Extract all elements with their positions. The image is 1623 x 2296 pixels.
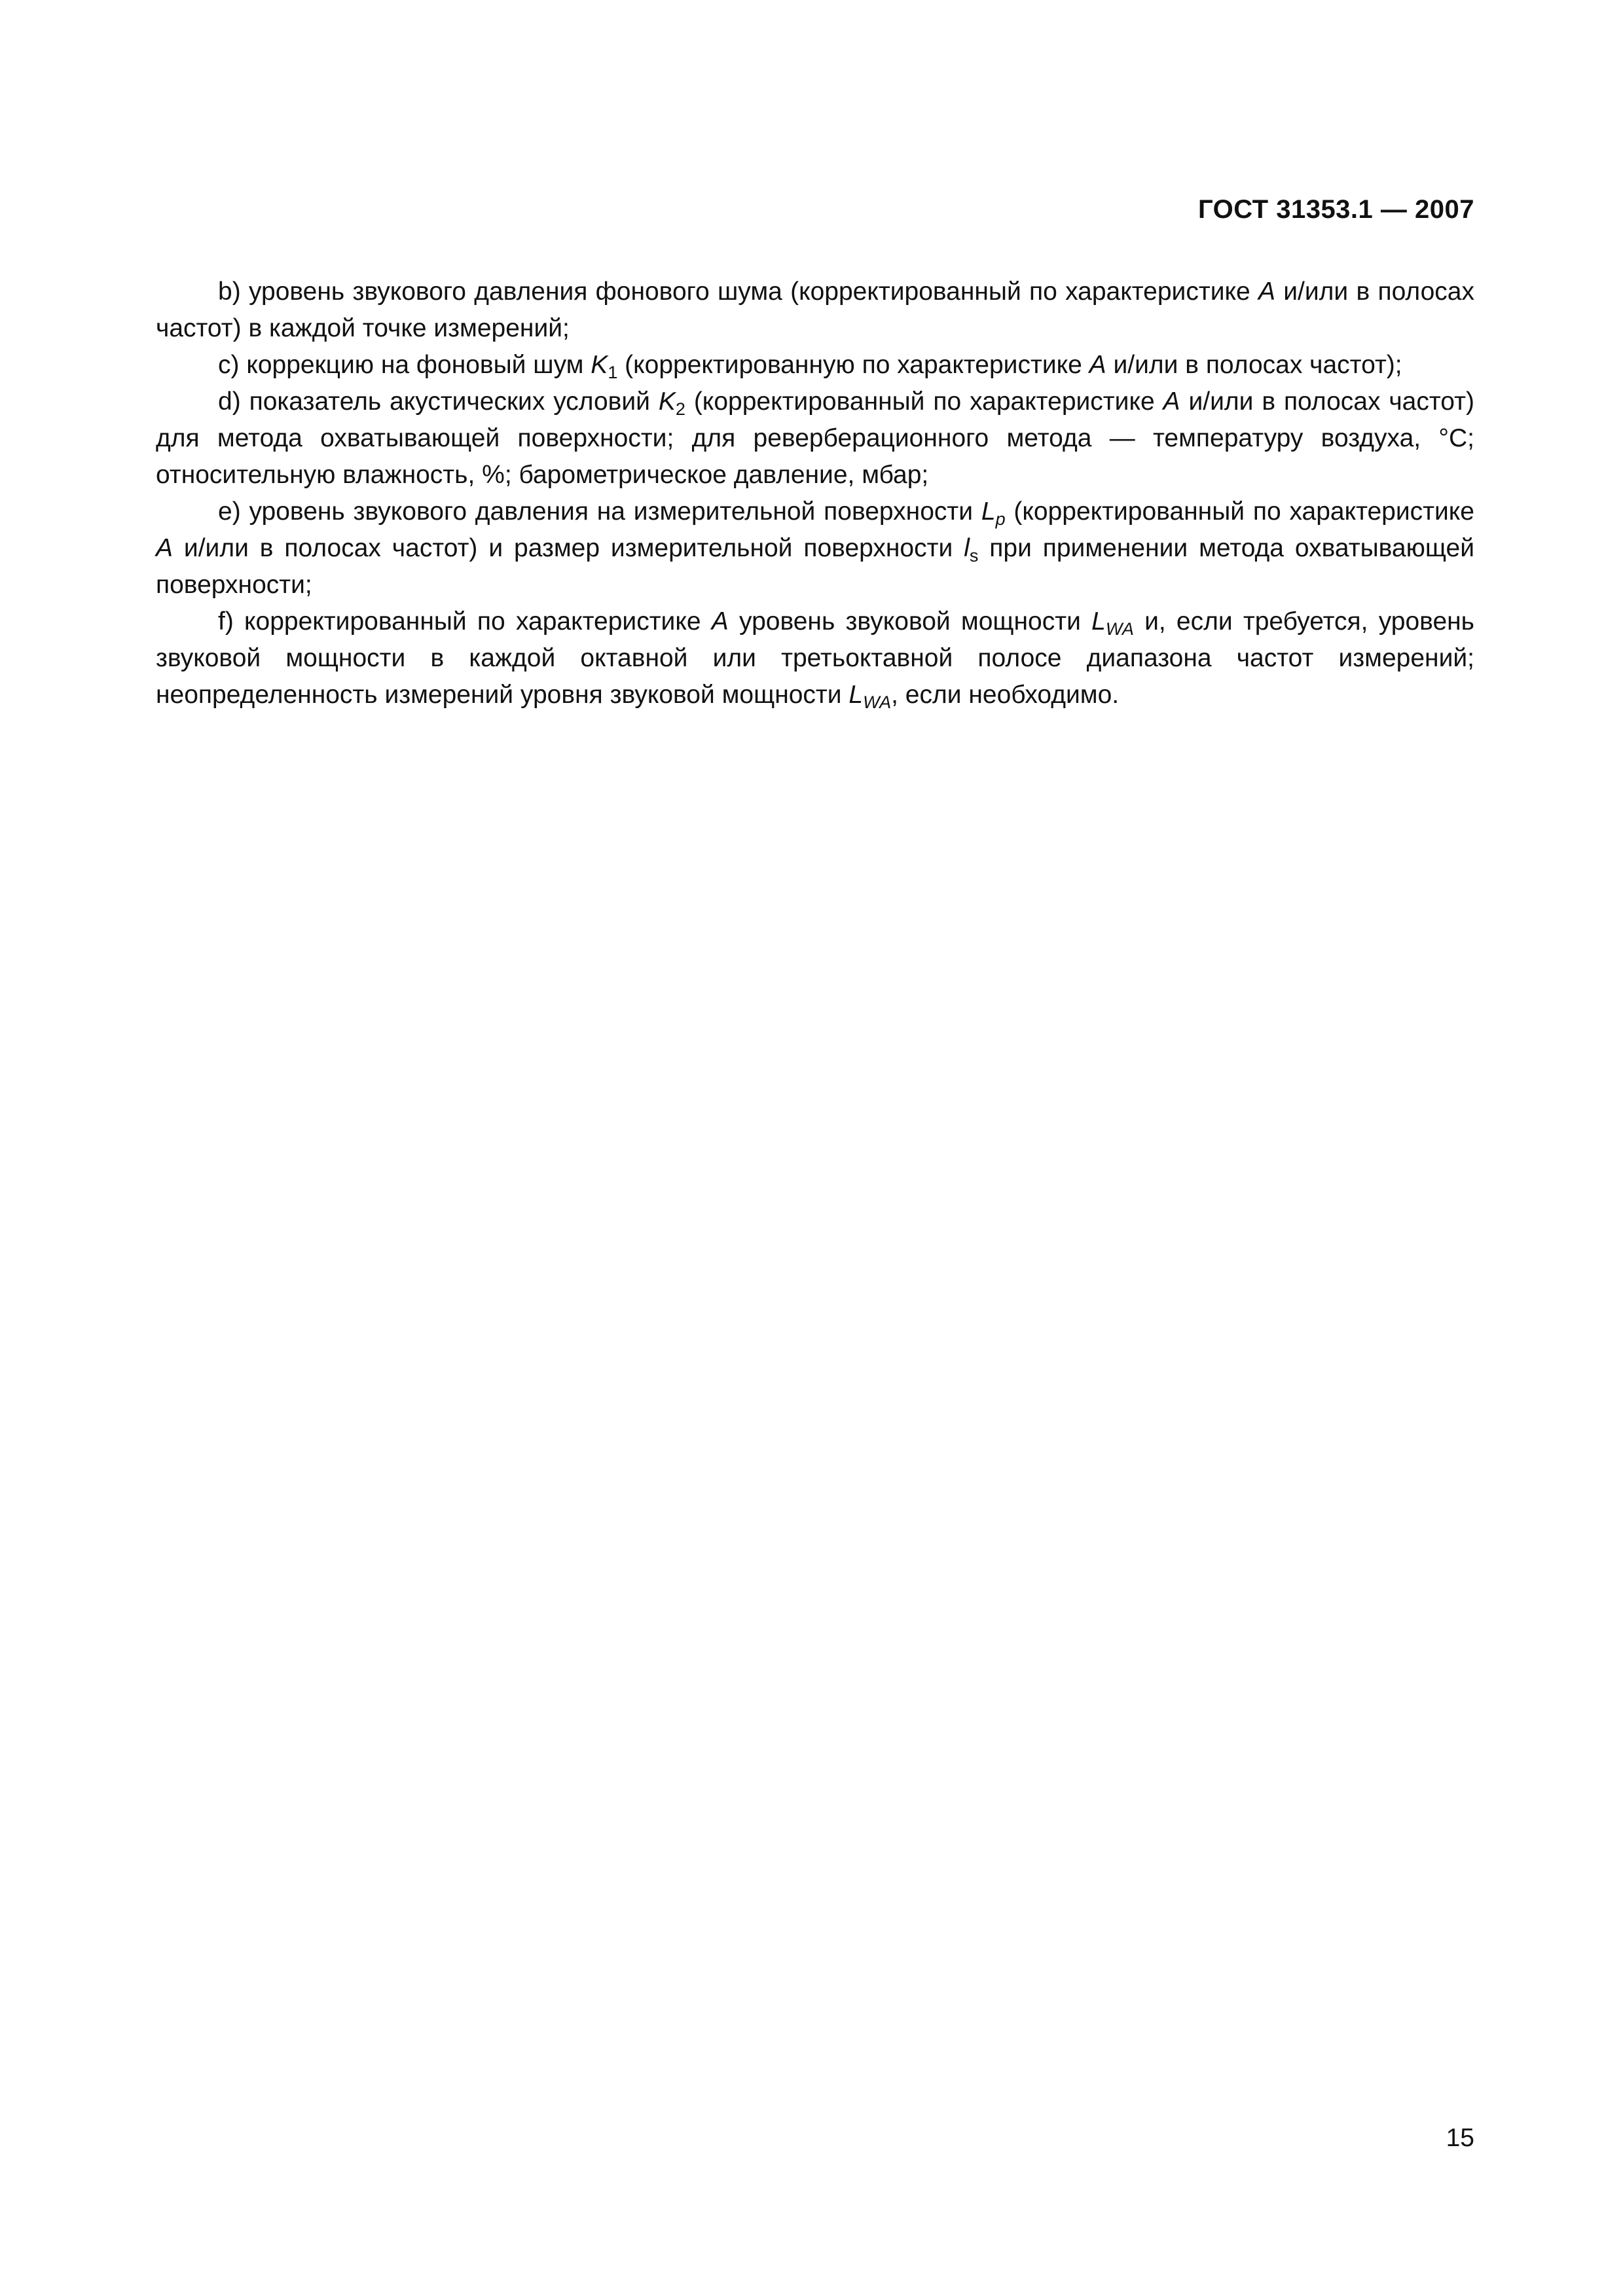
paragraph-c: [156, 347, 1474, 384]
symbol-ls-subscript: s: [969, 546, 979, 565]
paragraph-e-text-3: и/или в полосах частот) и размер измерительной поверхности: [173, 534, 964, 562]
paragraph-c-text-2: (корректированную по характеристике: [617, 351, 1089, 379]
paragraph-d-text-3: и/или в полосах частот) для метода охватывающей поверхности; для реверберационного метода — температуру воздуха, °С; относительную влажность, %; барометрическое давление, мбар;: [156, 387, 1474, 489]
symbol-ls: l: [964, 534, 970, 562]
paragraph-c-text-1: c) коррекцию на фоновый шум: [218, 351, 591, 379]
paragraph-d: [156, 384, 1474, 493]
symbol-a: A: [156, 534, 173, 562]
paragraph-c-text-3: и/или в полосах частот);: [1106, 351, 1402, 379]
paragraph-f-text-2: уровень звуковой мощности: [728, 607, 1092, 636]
paragraph-b-text-1: b) уровень звукового давления фонового шума (корректированный по характеристике: [218, 278, 1258, 306]
symbol-lp: L: [981, 497, 996, 526]
symbol-lwa: L: [848, 681, 864, 709]
paragraph-b-text-2: и/или в полосах частот) в каждой точке измерений;: [156, 278, 1474, 342]
paragraph-d-text-2: (корректированный по характеристике: [685, 387, 1163, 416]
paragraph-e-text-1: e) уровень звукового давления на измерительной поверхности: [218, 497, 981, 526]
symbol-k2-subscript: 2: [675, 399, 685, 419]
paragraph-e: [156, 493, 1474, 603]
page-number: 15: [1446, 2124, 1474, 2152]
symbol-lwa: L: [1091, 607, 1106, 636]
paragraph-f-text-1: f) корректированный по характеристике: [218, 607, 712, 636]
document-body: [156, 274, 1474, 713]
paragraph-b: [156, 274, 1474, 347]
symbol-k1: K: [591, 351, 608, 379]
paragraph-f: [156, 603, 1474, 713]
symbol-a: A: [1089, 351, 1106, 379]
paragraph-e-text-2: (корректированный по характеристике: [1005, 497, 1474, 526]
symbol-lwa-subscript: WA: [1105, 619, 1134, 639]
paragraph-e-text-4: при применении метода охватывающей поверхности;: [156, 534, 1474, 599]
symbol-lp-subscript: p: [995, 509, 1006, 529]
symbol-k2: K: [658, 387, 676, 416]
paragraph-d-text-1: d) показатель акустических условий: [218, 387, 659, 416]
symbol-a: A: [1163, 387, 1180, 416]
symbol-a: A: [711, 607, 729, 636]
document-header: ГОСТ 31353.1 — 2007: [1198, 195, 1474, 224]
symbol-lwa-subscript: WA: [863, 692, 892, 712]
paragraph-f-text-3: и, если требуется, уровень звуковой мощности в каждой октавной или третьоктавной полосе диапазона частот измерений; неопределенность измерений уровня звуковой мощности: [156, 607, 1474, 709]
symbol-k1-subscript: 1: [608, 363, 618, 382]
paragraph-f-text-4: , если необходимо.: [891, 681, 1120, 709]
symbol-a: A: [1258, 278, 1275, 306]
